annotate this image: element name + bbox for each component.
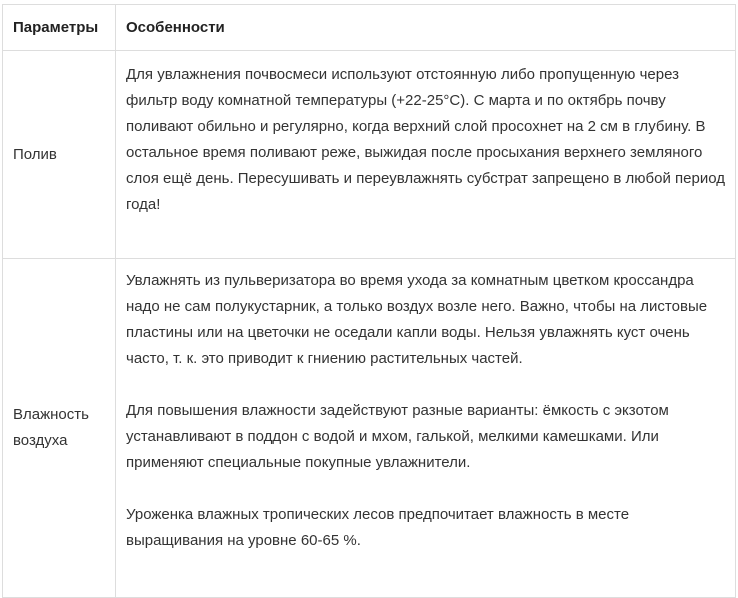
care-parameters-table [2, 4, 736, 598]
features-cell-watering [116, 51, 736, 259]
parameter-label-line1: Влажность [13, 406, 89, 423]
watering-paragraph: Для увлажнения почвосмеси используют отстоянную либо пропущенную через фильтр воду комнатной температуры (+22-25°С). С марта и по октябрь почву поливают обильно и регулярно, когда верхний слой просохнет на 2 см в глубину. В остальное время поливают реже, выжидая после просыхания верхнего земляного слоя ещё день. Пересушивать и переувлажнять субстрат запрещено в любой период года! [126, 66, 725, 213]
parameter-label-line2: воздуха [13, 432, 68, 449]
header-features: Особенности [116, 5, 736, 51]
humidity-paragraph-spraying: Увлажнять из пульверизатора во время ухода за комнатным цветком кроссандра надо не сам полукустарник, а только воздух возле него. Важно, чтобы на листовые пластины или на цветочки не оседали капли воды. Нельзя увлажнять куст очень часто, т. к. это приводит к гниению растительных частей. [126, 272, 708, 367]
table-row-watering [3, 51, 736, 259]
table-row-humidity [3, 259, 736, 598]
humidity-paragraph-methods: Для повышения влажности задействуют разные варианты: ёмкость с экзотом устанавливают в поддон с водой и мхом, галькой, мелкими камешками. Или применяют специальные покупные увлажнители. [126, 402, 669, 471]
header-parameters: Параметры [3, 5, 116, 51]
humidity-paragraph-level: Уроженка влажных тропических лесов предпочитает влажность в месте выращивания на уровне 60-65 %. [126, 506, 630, 549]
parameter-cell-humidity [3, 259, 116, 598]
parameter-cell-watering: Полив [3, 51, 116, 259]
table-header-row [3, 5, 736, 51]
features-cell-humidity [116, 259, 736, 598]
